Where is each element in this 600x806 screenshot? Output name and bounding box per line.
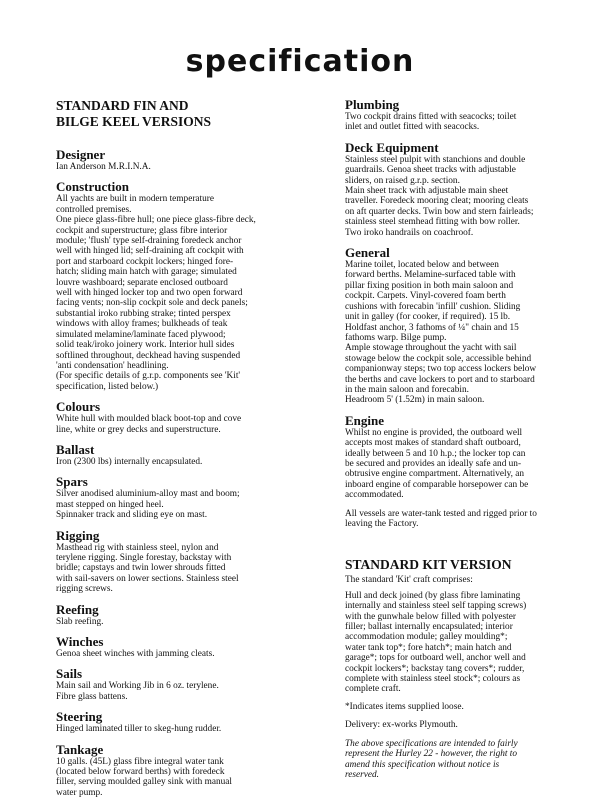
heading-line-2: BILGE KEEL VERSIONS — [56, 114, 212, 129]
tested-note: All vessels are water-tank tested and rigged prior to leaving the Factory. — [345, 508, 537, 529]
section-body: Silver anodised aluminium-alloy mast and boom; mast stepped on hinged heel. Spinnaker track and sliding eye on mast. — [56, 489, 240, 521]
page-title: specification — [185, 44, 415, 79]
section-body: 10 galls. (45L) glass fibre integral water tank (located below forward berths) with foredeck filler, serving moulded galley sink with manual water pump. — [56, 756, 232, 798]
section-body: Slab reefing. — [56, 616, 104, 627]
left-column — [56, 98, 318, 806]
section-title: Spars — [56, 474, 88, 490]
section-title: Reefing — [56, 601, 99, 617]
loose-items-note: *Indicates items supplied loose. — [345, 701, 464, 712]
section-winches — [56, 635, 318, 659]
section-body: Marine toilet, located below and between forward berths. Melamine-surfaced table with pillar fixing position in both main saloon and cockpit. Carpets. Vinyl-covered foam berth cushions with forecabin 'infill' cushion. Sliding unit in galley (for cooker, if required). 15 lb. Holdfast anchor, 3 fathoms of ¼" chain and 15 fathoms warp. Bilge pump. Ample stowage throughout the yacht with sail stowage below the cockpit sole, accessible behind companionway steps; two top access lockers below the berths and cave lockers to port and to starboard in the main saloon and forecabin. Headroom 5' (1.52m) in main saloon. — [345, 260, 537, 406]
section-body: Iron (2300 lbs) internally encapsulated. — [56, 456, 203, 467]
section-designer — [56, 148, 318, 172]
section-title: General — [345, 245, 390, 261]
section-rigging — [56, 529, 318, 595]
section-title: Designer — [56, 147, 106, 162]
standard-versions-heading — [56, 98, 318, 130]
section-body: White hull with moulded black boot-top and cove line, white or grey decks and superstructure. — [56, 414, 242, 435]
section-spars — [56, 475, 318, 520]
kit-body: Hull and deck joined (by glass fibre laminating internally and stainless steel self tapping screws) with the gunwhale below filled with polyester filler; ballast internally encapsulated; interior accommodation module; galley moulding*; water tank top*; fore hatch*; main hatch and garage*; tops for outboard well, anchor well and cockpit lockers*; backstay tang covers*; rudder, complete with stainless steel stock*; colours as complete craft. — [345, 590, 527, 695]
section-title: Rigging — [56, 527, 100, 543]
section-body: Stainless steel pulpit with stanchions and double guardrails. Genoa sheet tracks with adjustable sliders, on raised g.r.p. section. Main sheet track with adjustable main sheet traveller. Foredeck mooring cleat; mooring cleats on aft quarter decks. Twin bow and stern fairleads; stainless steel stemhead fitting with bow roller. Two iroko handrails on coachroof. — [345, 154, 534, 238]
section-steering — [56, 710, 318, 734]
section-body: Main sail and Working Jib in 6 oz. terylene. Fibre glass battens. — [56, 681, 219, 702]
section-title: Colours — [56, 399, 101, 415]
section-title: Deck Equipment — [345, 139, 439, 155]
section-general — [345, 246, 597, 406]
section-body: All yachts are built in modern temperature controlled premises. One piece glass-fibre hull; one piece glass-fibre deck, cockpit and superstructure; glass fibre interior module; 'flush' type self-draining foredeck anchor well with hinged lid; self-draining aft cockpit with port and starboard cockpit lockers; hinged fore- hatch; sliding main hatch with garage; simulated louvre washboard; separate enclosed outboard well with hinged locker top and two open forward facing vents; non-slip cockpit sole and deck panels; substantial iroko rubbing strake; tinted perspex windows with alloy frames; bulkheads of teak simulated melamine/laminate faced plywood; solid teak/iroko joinery work. Interior hull sides softlined throughout, deckhead having suspended 'anti condensation' headlining. (For specific details of g.r.p. components see 'Kit' specification, listed below.) — [56, 194, 256, 392]
section-body: Masthead rig with stainless steel, nylon and terylene rigging. Single forestay, backstay with bridle; capstays and twin lower shrouds fitted with sail-savers on lower sections. Stainless steel rigging screws. — [56, 542, 239, 595]
delivery-note: Delivery: ex-works Plymouth. — [345, 720, 458, 731]
section-deck-equipment — [345, 141, 597, 238]
section-title: Sails — [56, 666, 83, 682]
section-engine — [345, 414, 597, 501]
section-title: Construction — [56, 179, 129, 195]
section-body: Two cockpit drains fitted with seacocks; toilet inlet and outlet fitted with seacocks. — [345, 112, 517, 133]
section-reefing — [56, 603, 318, 627]
section-title: Ballast — [56, 441, 95, 457]
section-ballast — [56, 443, 318, 467]
section-title: Engine — [345, 412, 385, 428]
section-title: Plumbing — [345, 97, 400, 112]
section-title: Steering — [56, 709, 103, 725]
section-plumbing — [345, 98, 597, 133]
section-body: Whilst no engine is provided, the outboard well accepts most makes of standard shaft outboard, ideally between 5 and 10 h.p.; the locker top can be secured and provides an ideally safe and un- obtrusive engine compartment. Alternatively, an inboard engine of comparable horsepower can be accommodated. — [345, 427, 529, 501]
section-colours — [56, 400, 318, 435]
section-body: Genoa sheet winches with jamming cleats. — [56, 649, 215, 659]
section-sails — [56, 667, 318, 702]
kit-version-heading: STANDARD KIT VERSION — [345, 557, 512, 573]
heading-line-1: STANDARD FIN AND — [56, 98, 189, 113]
kit-intro: The standard 'Kit' craft comprises: — [345, 575, 473, 586]
section-body: Ian Anderson M.R.I.N.A. — [56, 162, 151, 172]
section-title: Tankage — [56, 741, 104, 757]
right-column — [345, 98, 597, 788]
section-title: Winches — [56, 634, 104, 649]
disclaimer: The above specifications are intended to fairly represent the Hurley 22 - however, the right to amend this specification without notice is reserved. — [345, 738, 518, 780]
section-construction — [56, 180, 318, 392]
section-body: Hinged laminated tiller to skeg-hung rudder. — [56, 724, 222, 735]
section-tankage — [56, 743, 318, 799]
